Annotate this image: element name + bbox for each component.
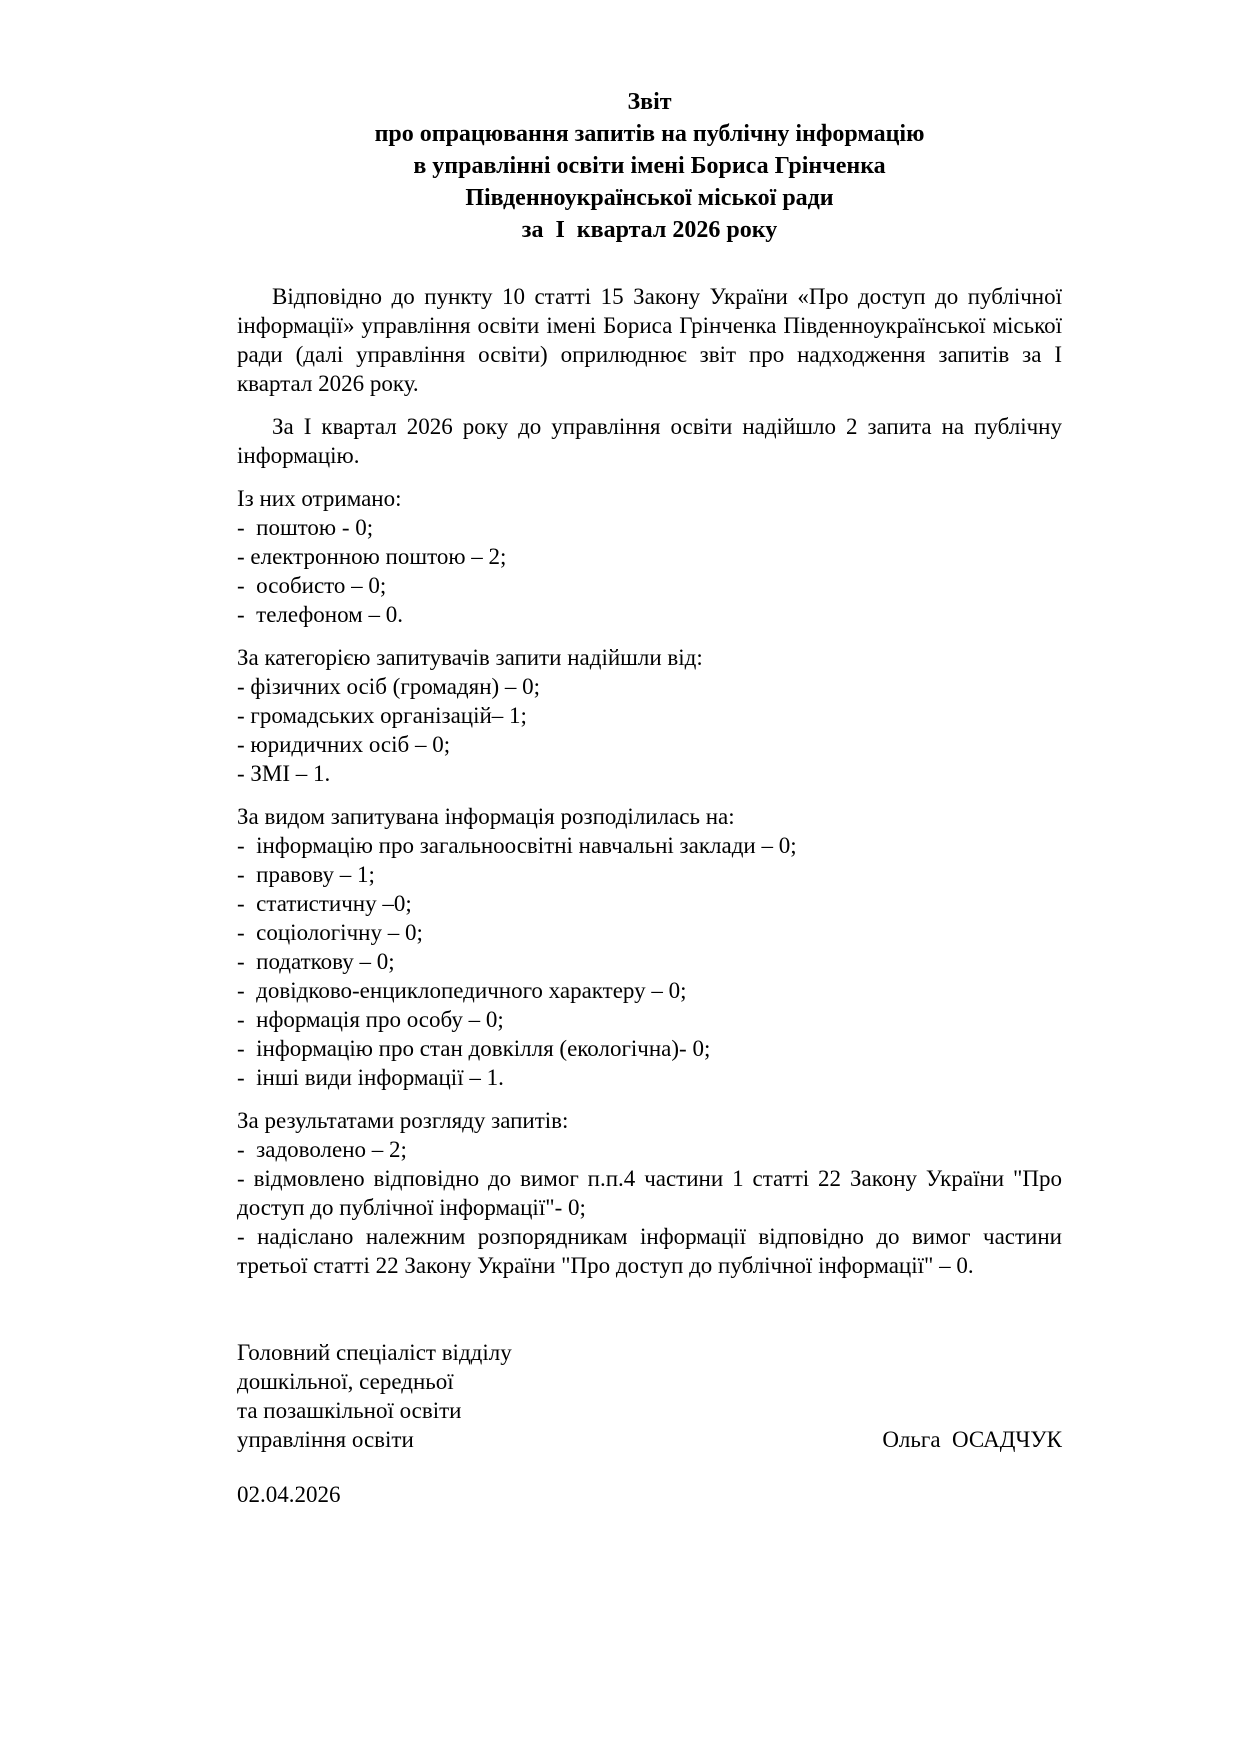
- list-item: - соціологічну – 0;: [237, 920, 423, 945]
- signature-position-line: управління освіти: [237, 1427, 414, 1452]
- signature-block: [237, 1338, 1062, 1509]
- title-line: Південноукраїнської міської ради: [465, 185, 834, 211]
- section-heading: За результатами розгляду запитів:: [237, 1108, 569, 1133]
- list-item: - особисто – 0;: [237, 573, 387, 598]
- signature-position-line: та позашкільної освіти: [237, 1398, 462, 1423]
- list-item: - нформація про особу – 0;: [237, 1007, 504, 1032]
- list-item: - податкову – 0;: [237, 949, 395, 974]
- title-line: за І квартал 2026 року: [521, 217, 778, 243]
- title-line: про опрацювання запитів на публічну інформацію: [374, 121, 925, 147]
- list-item: - громадських організацій– 1;: [237, 703, 527, 728]
- title-line: в управлінні освіти імені Бориса Грінченка: [413, 153, 886, 179]
- quarter-paragraph: За І квартал 2026 року до управління освіти надійшло 2 запита на публічну інформацію.: [237, 414, 1062, 468]
- list-item: - ЗМІ – 1.: [237, 761, 331, 786]
- list-item: - довідково-енциклопедичного характеру – 0;: [237, 978, 687, 1003]
- list-item: - задоволено – 2;: [237, 1137, 407, 1162]
- signature-position-line: дошкільної, середньої: [237, 1369, 454, 1394]
- document-date: 02.04.2026: [237, 1482, 341, 1507]
- list-item: - поштою - 0;: [237, 515, 374, 540]
- list-item: - статистичну –0;: [237, 891, 412, 916]
- results-section: [237, 1106, 1062, 1280]
- list-item: - інформацію про загальноосвітні навчальні заклади – 0;: [237, 833, 797, 858]
- signature-position-line: Головний спеціаліст відділу: [237, 1340, 512, 1365]
- categories-section: [237, 643, 1062, 788]
- list-item: - надіслано належним розпорядникам інформації відповідно до вимог частини третьої статті 22 Закону України "Про доступ до публічної інформації" – 0.: [237, 1224, 1062, 1278]
- signature-row: [237, 1425, 1062, 1454]
- list-item: - електронною поштою – 2;: [237, 544, 507, 569]
- intro-paragraph: Відповідно до пункту 10 статті 15 Закону України «Про доступ до публічної інформації» управління освіти імені Бориса Грінченка Південноукраїнської міської ради (далі управління освіти) оприлюднює звіт про надходження запитів за І квартал 2026 року.: [237, 284, 1062, 396]
- list-item: - фізичних осіб (громадян) – 0;: [237, 674, 541, 699]
- list-item: - правову – 1;: [237, 862, 375, 887]
- list-item: - відмовлено відповідно до вимог п.п.4 частини 1 статті 22 Закону України "Про доступ до публічної інформації"- 0;: [237, 1166, 1062, 1220]
- list-item: - інші види інформації – 1.: [237, 1065, 504, 1090]
- list-item: - юридичних осіб – 0;: [237, 732, 451, 757]
- signatory-name: Ольга ОСАДЧУК: [882, 1427, 1062, 1452]
- section-heading: За категорією запитувачів запити надійшли від:: [237, 645, 703, 670]
- received-section: [237, 484, 1062, 629]
- document-title: [237, 86, 1062, 246]
- list-item: - інформацію про стан довкілля (екологічна)- 0;: [237, 1036, 711, 1061]
- title-line: Звіт: [627, 89, 672, 115]
- section-heading: За видом запитувана інформація розподілилась на:: [237, 804, 735, 829]
- list-item: - телефоном – 0.: [237, 602, 403, 627]
- types-section: [237, 802, 1062, 1092]
- section-heading: Із них отримано:: [237, 486, 402, 511]
